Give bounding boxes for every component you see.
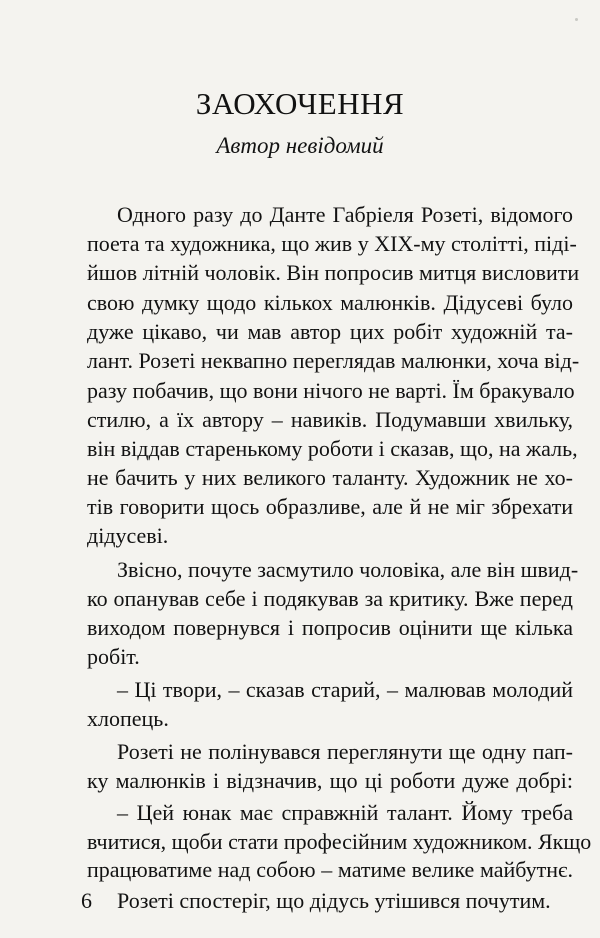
text-line: не бачить у них великого таланту. Художник не хо- <box>87 465 573 490</box>
text-line: Звісно, почуте засмутило чоловіка, але він швид- <box>117 557 579 582</box>
text-line: Одного разу до Данте Габріеля Розеті, відомого <box>117 202 573 227</box>
text-line: дідусеві. <box>87 523 169 548</box>
story-author: Автор невідомий <box>216 133 384 158</box>
text-line: йшов літній чоловік. Він попросив митця висловити <box>87 260 580 285</box>
text-line: ку малюнків і відзначив, що ці роботи дуже добрі: <box>87 768 573 793</box>
text-line: дуже цікаво, чи мав автор цих робіт художній та- <box>87 319 573 344</box>
story-title: ЗАОХОЧЕННЯ <box>195 86 405 121</box>
text-line: виходом повернувся і попросив оцінити ще кілька <box>87 615 573 640</box>
text-line: свою думку щодо кількох малюнків. Дідусеві було <box>87 290 573 315</box>
text-line: він віддав старенькому роботи і сказав, що, на жаль, <box>87 436 578 461</box>
text-line: разу побачив, що вони нічого не варті. Їм бракувало <box>87 378 575 403</box>
text-line: тів говорити щось образливе, але й не міг збрехати <box>87 494 573 519</box>
text-line: працюватиме над собою – матиме велике майбутнє. <box>87 857 573 882</box>
text-line: Розеті спостеріг, що дідусь утішився почутим. <box>117 888 551 913</box>
text-line: вчитися, щоби стати професійним художником. Якщо <box>87 829 592 854</box>
text-line: – Ці твори, – сказав старий, – малював молодий <box>117 677 573 702</box>
text-line: лант. Розеті неквапно переглядав малюнки, хоча від- <box>87 348 580 373</box>
paper-speck <box>575 18 578 21</box>
text-line: ко опанував себе і подякував за критику. Вже перед <box>87 586 573 611</box>
text-line: хлопець. <box>87 706 169 731</box>
text-line: робіт. <box>87 644 140 669</box>
text-line: – Цей юнак має справжній талант. Йому треба <box>117 800 573 825</box>
text-line: стилю, а їх автору – навиків. Подумавши хвильку, <box>87 407 573 432</box>
text-line: Розеті не полінувався переглянути ще одну пап- <box>117 739 573 764</box>
text-line: поета та художника, що жив у ХІХ-му столітті, піді- <box>87 231 577 256</box>
page-number: 6 <box>81 888 92 913</box>
